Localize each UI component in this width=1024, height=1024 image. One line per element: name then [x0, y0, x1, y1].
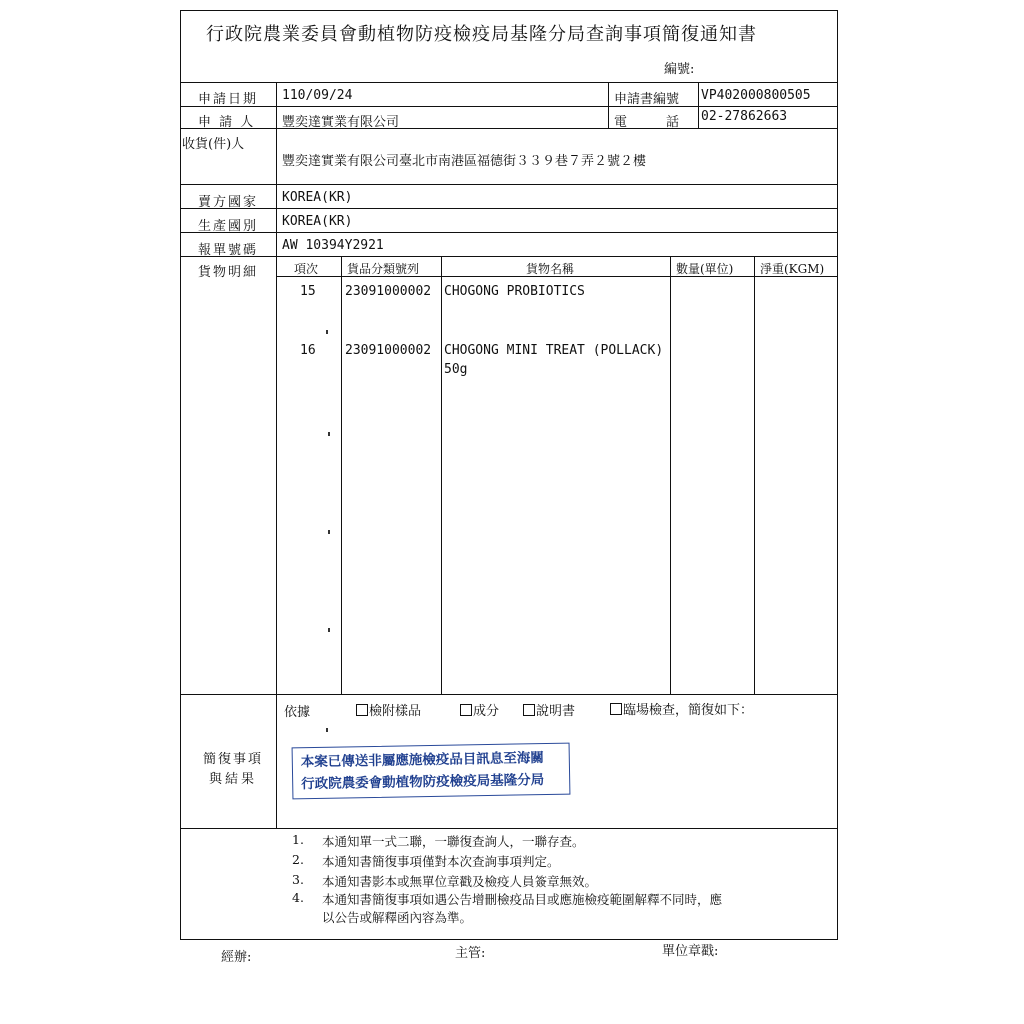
- scan-speck: [328, 628, 330, 632]
- stamp-line1: 本案已傳送非屬應施檢疫品目訊息至海關: [300, 750, 544, 771]
- col-header-weight: 淨重(KGM): [760, 262, 825, 276]
- rule-declaration: [180, 256, 838, 257]
- basis-label: 依據: [284, 705, 311, 720]
- rule-reply-end: [180, 828, 838, 829]
- checkbox-icon: [460, 704, 472, 716]
- applicant-label: 申 請 人: [198, 115, 256, 130]
- document-title: 行政院農業委員會動植物防疫檢疫局基隆分局查詢事項簡復通知書: [206, 24, 757, 45]
- checkbox-icon: [523, 704, 535, 716]
- note-number: 4.: [292, 890, 304, 905]
- table-row-name: CHOGONG PROBIOTICS: [444, 284, 585, 299]
- seller-label: 賣方國家: [198, 195, 259, 210]
- apply-date-value: 110/09/24: [282, 88, 353, 103]
- rule-origin: [180, 232, 838, 233]
- rule-header: [180, 82, 838, 83]
- rule-col-code: [441, 256, 442, 694]
- seal-label: 單位章戳:: [662, 944, 719, 959]
- rule-col-item: [341, 256, 342, 694]
- reply-label-line2: 與結果: [209, 772, 258, 787]
- stamp-line2: 行政院農委會動植物防疫檢疫局基隆分局: [301, 772, 545, 793]
- applicant-value: 豐奕達實業有限公司: [282, 115, 400, 130]
- rule-consignee: [180, 184, 838, 185]
- serial-label: 編號:: [664, 62, 695, 77]
- note-text: 本通知書簡復事項如遇公告增刪檢疫品目或應施檢疫範圍解釋不同時，應: [322, 892, 723, 907]
- table-row-code: 23091000002: [345, 343, 432, 358]
- quarantine-stamp: [292, 743, 571, 800]
- rule-seller: [180, 208, 838, 209]
- app-no-value: VP402000800505: [701, 88, 811, 103]
- scan-speck: [326, 728, 328, 732]
- app-no-label: 申請書編號: [614, 92, 680, 107]
- scan-speck: [328, 530, 330, 534]
- origin-label: 生產國別: [198, 219, 259, 234]
- scan-speck: [328, 432, 330, 436]
- declaration-label: 報單號碼: [198, 243, 259, 258]
- note-text: 本通知書簡復事項僅對本次查詢事項判定。: [322, 854, 560, 869]
- col-header-name: 貨物名稱: [526, 262, 575, 276]
- phone-label: 電 話: [614, 115, 680, 130]
- supervisor-label: 主管:: [455, 946, 486, 961]
- note-text-continued: 以公告或解釋函內容為準。: [322, 910, 473, 925]
- phone-value: 02-27862663: [701, 109, 788, 124]
- option-ingredients: 成分: [460, 700, 499, 719]
- table-row-name-continued: 50g: [444, 362, 468, 377]
- rule-col-qty: [754, 256, 755, 694]
- handler-label: 經辦:: [221, 950, 252, 965]
- scan-speck: [326, 330, 328, 334]
- consignee-value: 豐奕達實業有限公司臺北市南港區福德街３３９巷７弄２號２樓: [282, 154, 647, 169]
- rule-right-label-right: [698, 82, 699, 128]
- option-sample: 檢附樣品: [356, 700, 421, 719]
- origin-value: KOREA(KR): [282, 214, 353, 229]
- reply-label-line1: 簡復事項: [203, 752, 264, 767]
- goods-label: 貨物明細: [198, 265, 259, 280]
- rule-col-name: [670, 256, 671, 694]
- declaration-value: AW 10394Y2921: [282, 238, 384, 253]
- table-row-code: 23091000002: [345, 284, 432, 299]
- table-row-item: 15: [300, 284, 316, 299]
- seller-value: KOREA(KR): [282, 190, 353, 205]
- rule-applicant: [180, 128, 838, 129]
- note-number: 1.: [292, 832, 304, 847]
- checkbox-icon: [356, 704, 368, 716]
- rule-right-label-left: [608, 82, 609, 128]
- table-row-item: 16: [300, 343, 316, 358]
- option-manual: 說明書: [523, 700, 575, 719]
- note-text: 本通知單一式二聯，一聯復查詢人，一聯存查。: [322, 834, 585, 849]
- consignee-label: 收貨(件)人: [182, 137, 245, 152]
- rule-label-column: [276, 82, 277, 828]
- option-onsite: 臨場檢查，簡復如下：: [610, 699, 753, 718]
- rule-goods-end: [180, 694, 838, 695]
- col-header-item: 項次: [294, 262, 319, 276]
- note-number: 2.: [292, 852, 304, 867]
- note-text: 本通知書影本或無單位章戳及檢疫人員簽章無效。: [322, 874, 598, 889]
- checkbox-icon: [610, 703, 622, 715]
- col-header-code: 貨品分類號列: [347, 262, 420, 276]
- rule-date: [180, 106, 838, 107]
- apply-date-label: 申請日期: [198, 92, 259, 107]
- col-header-qty: 數量(單位): [676, 262, 734, 276]
- note-number: 3.: [292, 872, 304, 887]
- table-row-name: CHOGONG MINI TREAT (POLLACK): [444, 343, 664, 358]
